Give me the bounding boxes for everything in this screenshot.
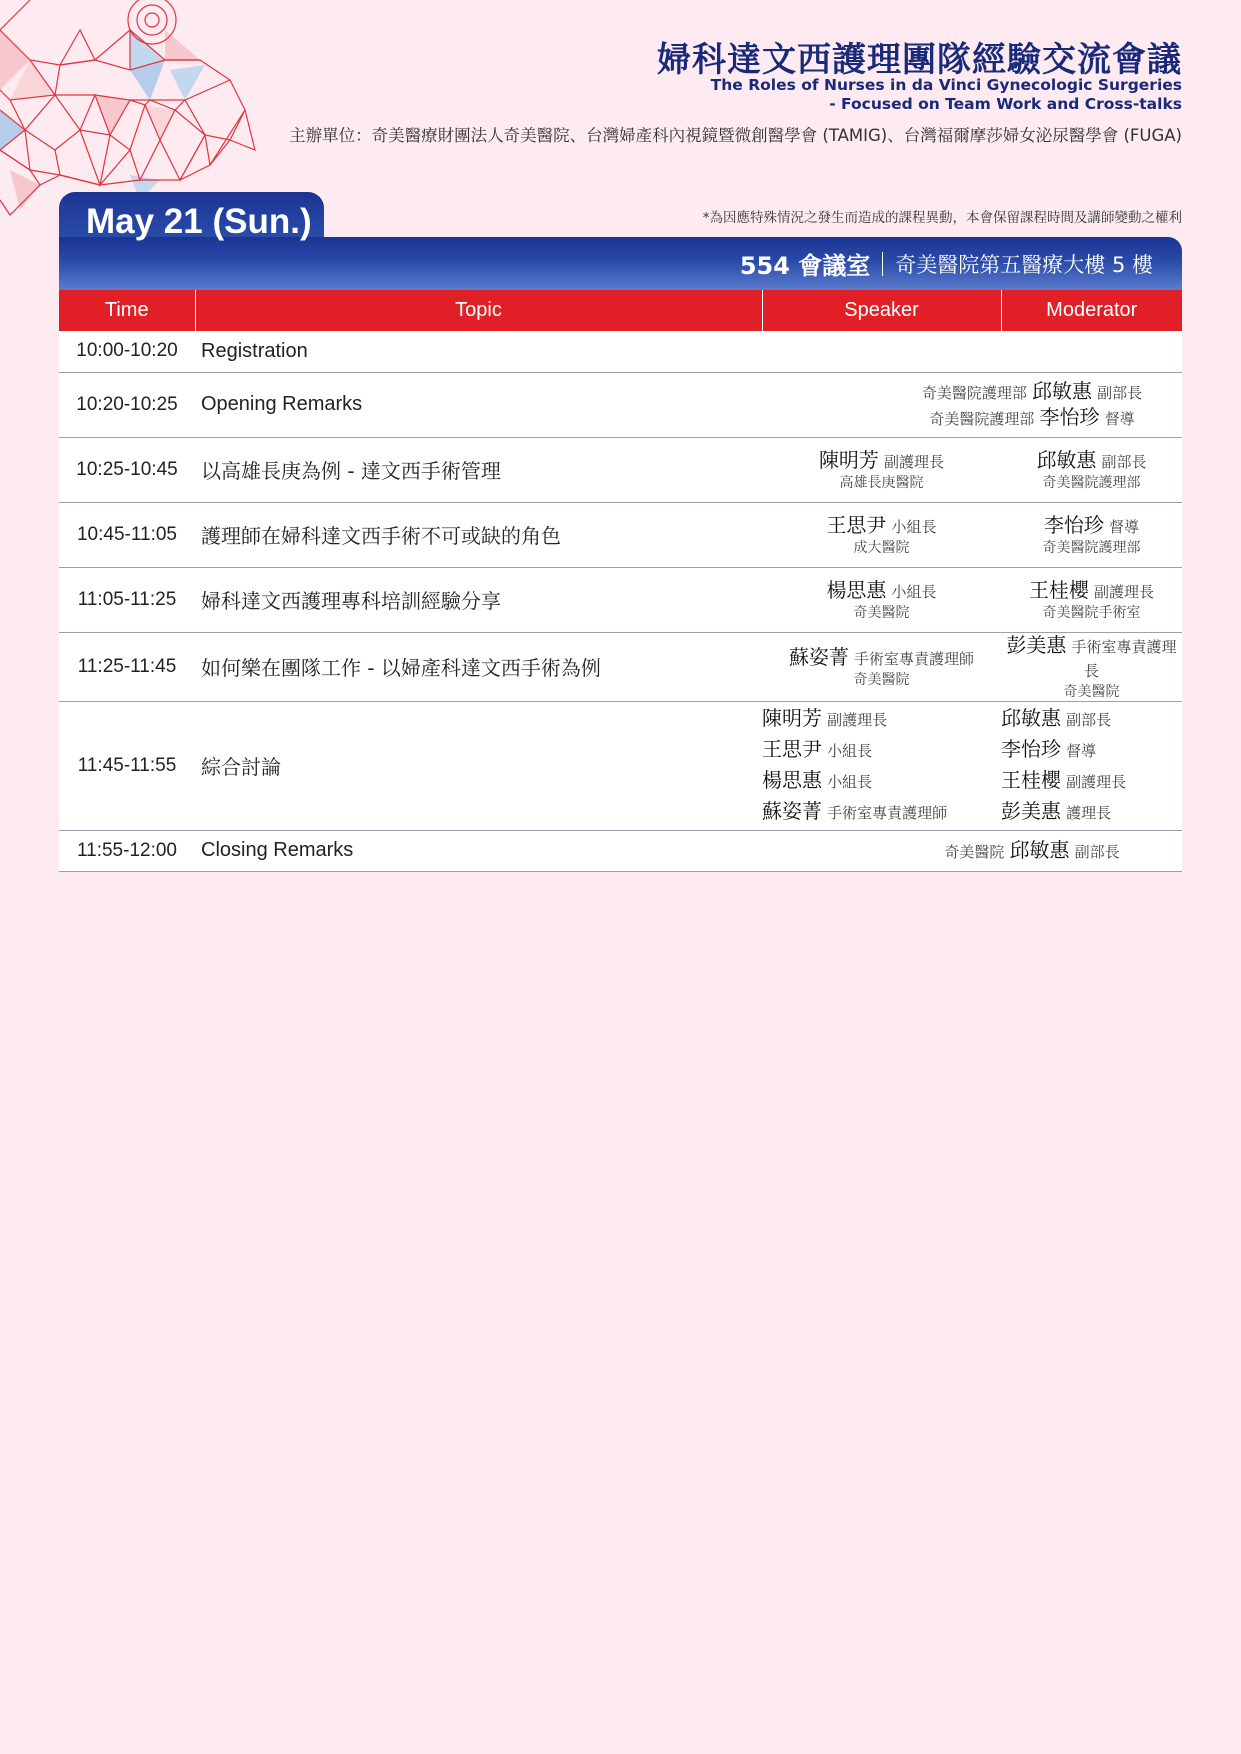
title-en-line2: - Focused on Team Work and Cross-talks xyxy=(829,95,1182,113)
topic-cell: Registration xyxy=(195,331,762,372)
person-name: 邱敏惠 xyxy=(1009,837,1070,862)
event-date: May 21 (Sun.) xyxy=(86,202,312,241)
moderator-role: 護理長 xyxy=(1066,803,1112,822)
speaker-cell xyxy=(762,437,1001,502)
moderator-cell xyxy=(1001,331,1182,372)
person-affiliation: 奇美醫院 xyxy=(944,842,1005,861)
moderator-affiliation: 奇美醫院護理部 xyxy=(1042,539,1141,556)
time-cell: 11:55-12:00 xyxy=(59,830,195,871)
moderator-role: 手術室專責護理長 xyxy=(1071,637,1177,680)
moderator-list-cell xyxy=(1001,701,1182,830)
topic-cell: 護理師在婦科達文西手術不可或缺的角色 xyxy=(195,502,762,567)
header-moderator: Moderator xyxy=(1001,290,1182,331)
moderator-role: 副護理長 xyxy=(1094,582,1155,601)
time-cell: 10:00-10:20 xyxy=(59,331,195,372)
moderator-cell xyxy=(1001,567,1182,632)
topic-cell: 以高雄長庚為例 - 達文西手術管理 xyxy=(195,437,762,502)
conference-title-en xyxy=(711,76,1182,114)
merged-speaker-cell xyxy=(762,830,1182,871)
topic-cell: Closing Remarks xyxy=(195,830,762,871)
moderator-cell xyxy=(1001,437,1182,502)
topic-cell: 婦科達文西護理專科培訓經驗分享 xyxy=(195,567,762,632)
venue-location: 奇美醫院第五醫療大樓 5 樓 xyxy=(895,252,1153,277)
moderator-name: 李怡珍 xyxy=(1043,512,1104,537)
speaker-name: 陳明芳 xyxy=(762,705,822,730)
person-affiliation: 奇美醫院護理部 xyxy=(921,383,1027,402)
table-row xyxy=(59,331,1182,372)
table-row xyxy=(59,372,1182,437)
moderator-entry xyxy=(1001,797,1182,828)
speaker-role: 副護理長 xyxy=(827,710,888,729)
time-cell: 11:05-11:25 xyxy=(59,567,195,632)
speaker-role: 副護理長 xyxy=(884,452,945,471)
time-cell: 11:25-11:45 xyxy=(59,632,195,701)
speaker-cell xyxy=(762,502,1001,567)
moderator-affiliation: 奇美醫院 xyxy=(1063,683,1120,700)
schedule-change-notice: *為因應特殊情況之發生而造成的課程異動，本會保留課程時間及講師變動之權利 xyxy=(702,210,1182,226)
table-row xyxy=(59,830,1182,871)
speaker-entry xyxy=(762,766,1001,797)
speaker-affiliation: 奇美醫院 xyxy=(853,604,910,621)
moderator-entry xyxy=(1001,766,1182,797)
person-name: 李怡珍 xyxy=(1039,404,1100,429)
moderator-role: 副部長 xyxy=(1066,710,1112,729)
header-topic: Topic xyxy=(195,290,762,331)
speaker-name: 楊思惠 xyxy=(826,577,887,602)
moderator-affiliation: 奇美醫院護理部 xyxy=(1042,474,1141,491)
speaker-name: 蘇姿菁 xyxy=(762,798,822,823)
speaker-cell xyxy=(762,331,1001,372)
speaker-affiliation: 成大醫院 xyxy=(853,539,910,556)
speaker-list-cell xyxy=(762,701,1001,830)
moderator-name: 王桂櫻 xyxy=(1001,767,1061,792)
table-row xyxy=(59,701,1182,830)
moderator-name: 王桂櫻 xyxy=(1028,577,1089,602)
speaker-entry xyxy=(762,735,1001,766)
time-cell: 11:45-11:55 xyxy=(59,701,195,830)
venue-room: 554 會議室 xyxy=(739,252,871,280)
moderator-name: 邱敏惠 xyxy=(1001,705,1061,730)
table-row xyxy=(59,567,1182,632)
time-cell: 10:45-11:05 xyxy=(59,502,195,567)
speaker-name: 蘇姿菁 xyxy=(788,644,849,669)
topic-cell: 如何樂在團隊工作 - 以婦產科達文西手術為例 xyxy=(195,632,762,701)
speaker-role: 小組長 xyxy=(891,517,937,536)
schedule-table xyxy=(59,290,1182,872)
venue-info xyxy=(740,246,1153,281)
person-name: 邱敏惠 xyxy=(1032,378,1092,403)
merged-speaker-cell xyxy=(762,372,1182,437)
moderator-name: 邱敏惠 xyxy=(1036,447,1097,472)
speaker-entry xyxy=(762,704,1001,735)
speaker-role: 手術室專責護理師 xyxy=(854,649,975,668)
topic-cell: 綜合討論 xyxy=(195,701,762,830)
moderator-role: 督導 xyxy=(1066,741,1097,760)
moderator-role: 副部長 xyxy=(1101,452,1147,471)
title-en-line1: The Roles of Nurses in da Vinci Gynecologic Surgeries xyxy=(710,76,1182,94)
merged-line xyxy=(762,838,1182,864)
venue-divider xyxy=(882,252,883,276)
moderator-affiliation: 奇美醫院手術室 xyxy=(1042,604,1141,621)
table-header-row xyxy=(59,290,1182,331)
moderator-name: 彭美惠 xyxy=(1001,798,1061,823)
speaker-role: 手術室專責護理師 xyxy=(827,803,948,822)
speaker-entry xyxy=(762,797,1001,828)
conference-title-zh: 婦科達文西護理團隊經驗交流會議 xyxy=(657,40,1182,80)
organizers-text: 主辦單位：奇美醫療財團法人奇美醫院、台灣婦產科內視鏡暨微創醫學會 (TAMIG)、台灣福爾摩莎婦女泌尿醫學會 (FUGA) xyxy=(289,126,1182,145)
person-affiliation: 奇美醫院護理部 xyxy=(929,409,1035,428)
speaker-role: 小組長 xyxy=(827,772,873,791)
table-row xyxy=(59,437,1182,502)
time-cell: 10:25-10:45 xyxy=(59,437,195,502)
person-role: 督導 xyxy=(1104,409,1135,428)
speaker-name: 王思尹 xyxy=(826,512,887,537)
moderator-cell xyxy=(1001,502,1182,567)
speaker-role: 小組長 xyxy=(827,741,873,760)
moderator-entry xyxy=(1001,704,1182,735)
moderator-role: 副護理長 xyxy=(1066,772,1127,791)
topic-cell: Opening Remarks xyxy=(195,372,762,437)
speaker-cell xyxy=(762,567,1001,632)
moderator-cell xyxy=(1001,632,1182,701)
moderator-name: 彭美惠 xyxy=(1006,632,1067,657)
speaker-name: 王思尹 xyxy=(762,736,822,761)
merged-line xyxy=(762,405,1182,431)
table-row xyxy=(59,502,1182,567)
moderator-name: 李怡珍 xyxy=(1001,736,1061,761)
speaker-cell xyxy=(762,632,1001,701)
speaker-role: 小組長 xyxy=(891,582,937,601)
moderator-entry xyxy=(1001,735,1182,766)
speaker-name: 楊思惠 xyxy=(762,767,822,792)
merged-line xyxy=(762,379,1182,405)
speaker-affiliation: 奇美醫院 xyxy=(853,671,910,688)
header-speaker: Speaker xyxy=(762,290,1001,331)
moderator-role: 督導 xyxy=(1109,517,1140,536)
header-time: Time xyxy=(59,290,195,331)
speaker-affiliation: 高雄長庚醫院 xyxy=(839,474,924,491)
speaker-name: 陳明芳 xyxy=(818,447,879,472)
table-row xyxy=(59,632,1182,701)
person-role: 副部長 xyxy=(1097,383,1143,402)
person-role: 副部長 xyxy=(1074,842,1120,861)
time-cell: 10:20-10:25 xyxy=(59,372,195,437)
